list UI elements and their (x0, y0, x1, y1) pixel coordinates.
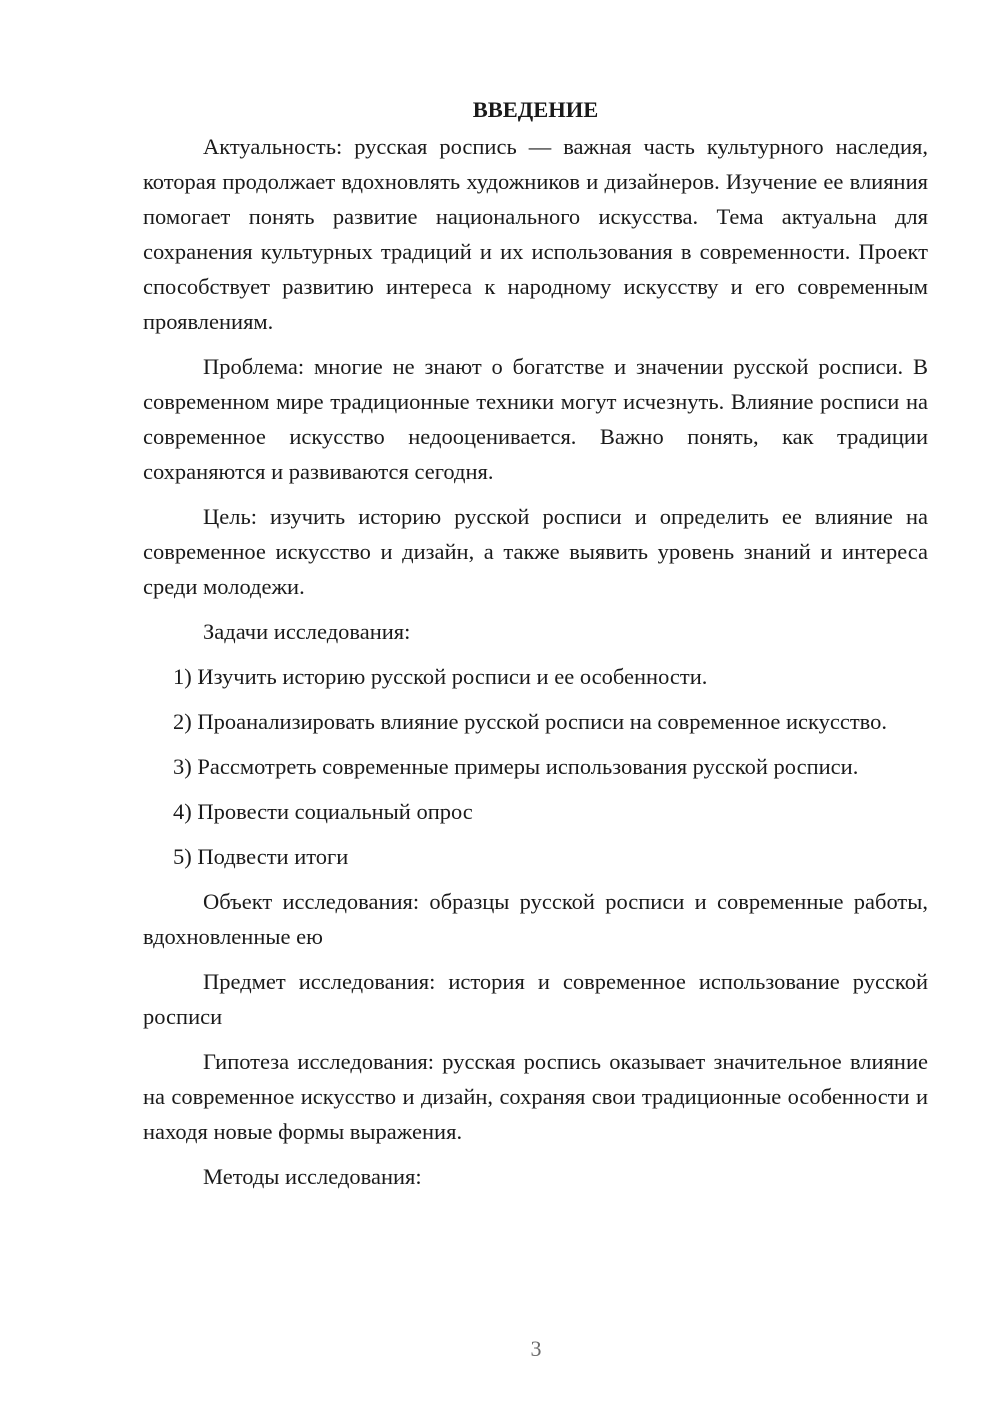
paragraph-problem: Проблема: многие не знают о богатстве и значении русской росписи. В современном мире традиционные техники могут исчезнуть. Влияние росписи на современное искусство недооценивается. Важно понять, как традиции сохраняются и развиваются сегодня. (143, 354, 928, 484)
task-item-2: 2) Проанализировать влияние русской росписи на современное искусство. (173, 709, 888, 734)
task-item-5: 5) Подвести итоги (173, 844, 349, 869)
task-item-1: 1) Изучить историю русской росписи и ее особенности. (173, 664, 708, 689)
task-item-3: 3) Рассмотреть современные примеры использования русской росписи. (173, 754, 859, 779)
page-content (143, 92, 928, 1204)
paragraph-object: Объект исследования: образцы русской росписи и современные работы, вдохновленные ею (143, 889, 928, 949)
section-title: ВВЕДЕНИЕ (472, 97, 599, 122)
tasks-heading: Задачи исследования: (203, 619, 411, 644)
paragraph-goal: Цель: изучить историю русской росписи и определить ее влияние на современное искусство и дизайн, а также выявить уровень знаний и интереса среди молодежи. (143, 504, 928, 599)
task-item-4: 4) Провести социальный опрос (173, 799, 473, 824)
paragraph-methods: Методы исследования: (203, 1164, 422, 1189)
paragraph-hypothesis: Гипотеза исследования: русская роспись оказывает значительное влияние на современное искусство и дизайн, сохраняя свои традиционные особенности и находя новые формы выражения. (143, 1049, 928, 1144)
paragraph-subject: Предмет исследования: история и современное использование русской росписи (143, 969, 928, 1029)
page-number: 3 (530, 1336, 542, 1361)
paragraph-relevance: Актуальность: русская роспись — важная часть культурного наследия, которая продолжает вдохновлять художников и дизайнеров. Изучение ее влияния помогает понять развитие национального искусства. Тема актуальна для сохранения культурных традиций и их использования в современности. Проект способствует развитию интереса к народному искусству и его современным проявлениям. (143, 134, 928, 334)
